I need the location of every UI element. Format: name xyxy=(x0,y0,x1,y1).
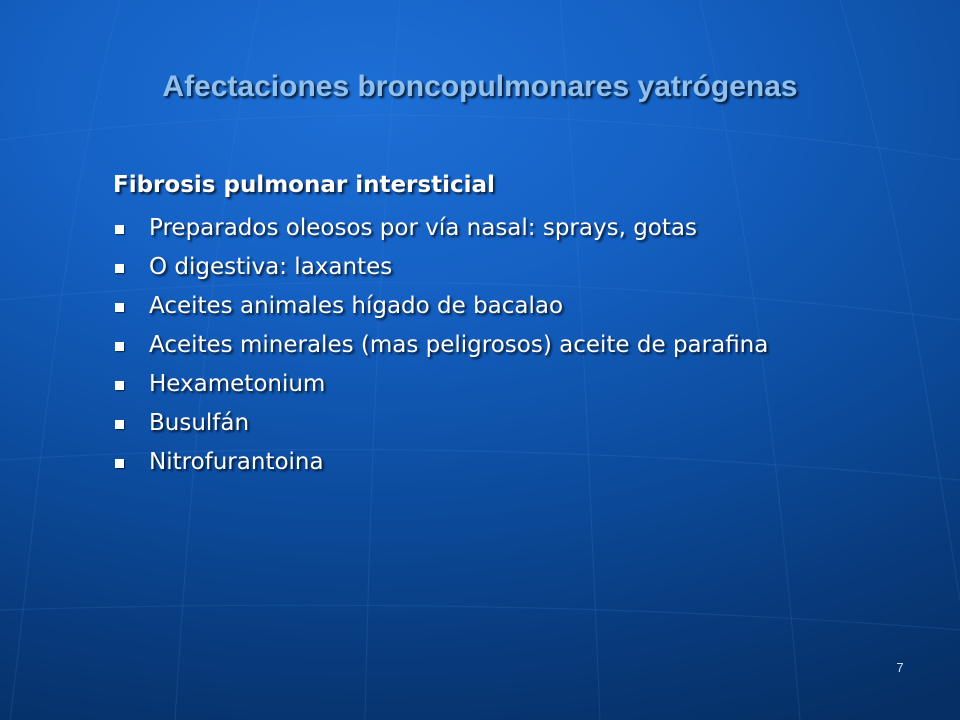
page-number: 7 xyxy=(896,660,904,675)
square-bullet-icon xyxy=(115,303,124,312)
bullet-text: Aceites minerales (mas peligrosos) aceite de parafina xyxy=(149,332,769,358)
square-bullet-icon xyxy=(115,342,124,351)
square-bullet-icon xyxy=(115,459,124,468)
bullet-text: O digestiva: laxantes xyxy=(149,254,393,280)
square-bullet-icon xyxy=(115,381,124,390)
slide-title: Afectaciones broncopulmonares yatrógenas xyxy=(162,70,798,103)
bullet-text: Nitrofurantoina xyxy=(149,449,324,475)
square-bullet-icon xyxy=(115,264,124,273)
bullet-text: Preparados oleosos por vía nasal: sprays, gotas xyxy=(149,215,697,241)
bullet-text: Aceites animales hígado de bacalao xyxy=(149,293,564,319)
section-heading: Fibrosis pulmonar intersticial xyxy=(113,172,495,198)
square-bullet-icon xyxy=(115,420,124,429)
bullet-text: Hexametonium xyxy=(149,371,326,397)
bullet-text: Busulfán xyxy=(149,410,250,436)
square-bullet-icon xyxy=(115,225,124,234)
